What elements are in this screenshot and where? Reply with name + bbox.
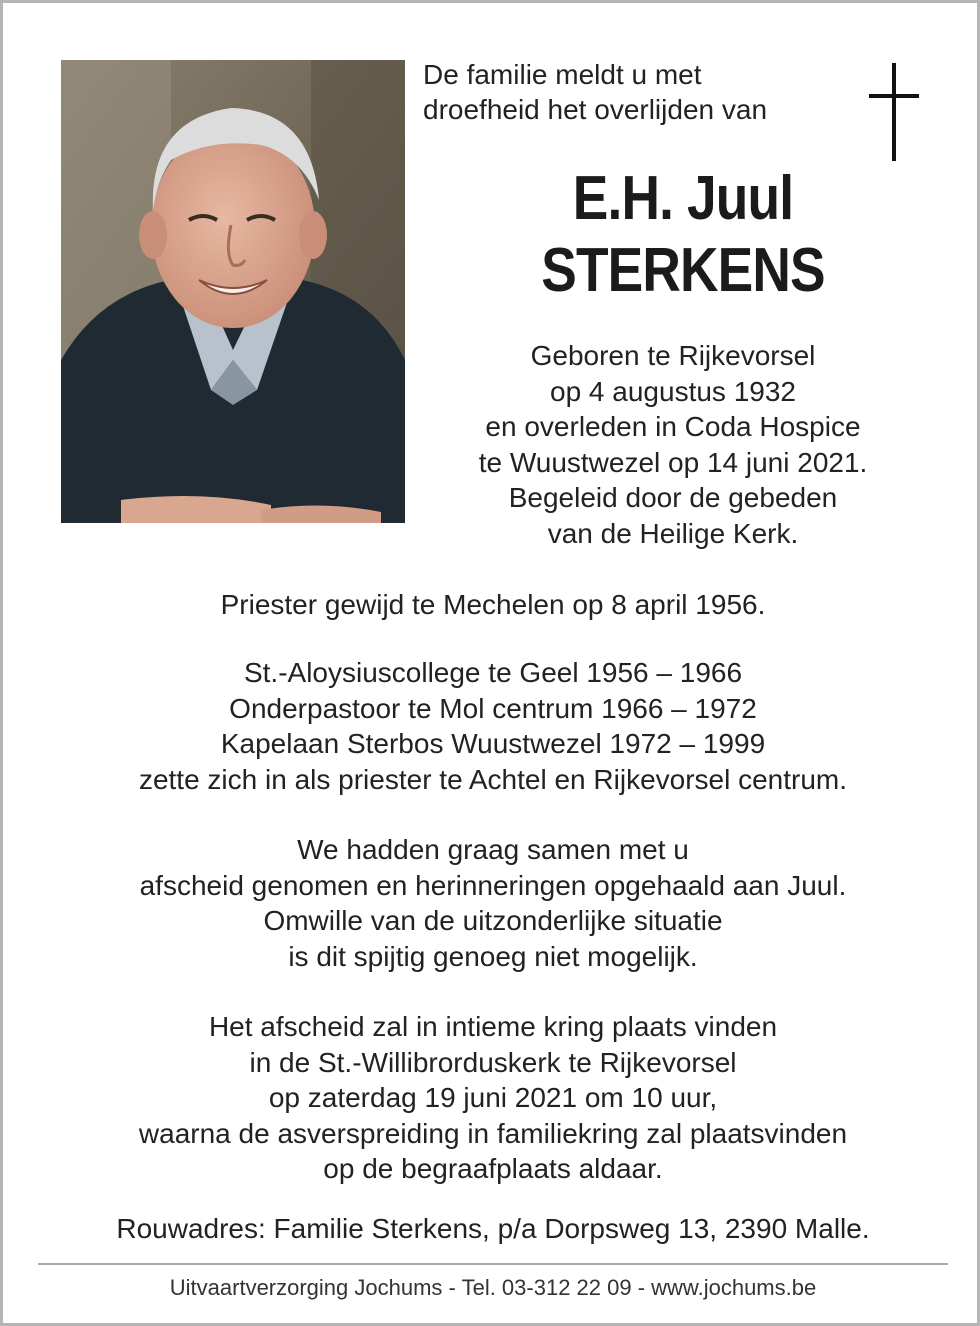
- career-list: [23, 655, 963, 797]
- career-item: zette zich in als priester te Achtel en Rijkevorsel centrum.: [138, 763, 848, 795]
- career-item: St.-Aloysiuscollege te Geel 1956 – 1966: [243, 657, 743, 688]
- farewell-line: is dit spijtig genoeg niet mogelijk.: [288, 940, 698, 972]
- farewell-line: afscheid genomen en herinneringen opgehaald aan Juul.: [139, 869, 847, 901]
- intro-text: [423, 57, 853, 127]
- intro-line: De familie meldt u met: [423, 59, 702, 90]
- career-item: Onderpastoor te Mol centrum 1966 – 1972: [229, 692, 757, 724]
- funeral-line: waarna de asverspreiding in familiekring zal plaatsvinden: [138, 1117, 848, 1149]
- name-title-line: E.H. Juul: [572, 164, 794, 233]
- farewell-line: Omwille van de uitzonderlijke situatie: [263, 905, 723, 936]
- footer-divider: [38, 1263, 948, 1265]
- career-item: Kapelaan Sterbos Wuustwezel 1972 – 1999: [220, 728, 766, 759]
- funeral-details: [23, 1009, 963, 1187]
- farewell-line: We hadden graag samen met u: [297, 834, 689, 865]
- funeral-line: op de begraafplaats aldaar.: [323, 1153, 663, 1184]
- address-line: Rouwadres: Familie Sterkens, p/a Dorpsweg 13, 2390 Malle.: [116, 1213, 870, 1244]
- detail-line: en overleden in Coda Hospice: [485, 411, 861, 442]
- mourning-address: [23, 1211, 963, 1247]
- farewell-message: [23, 832, 963, 974]
- portrait-photo: [61, 60, 405, 523]
- funeral-line: in de St.-Willibrorduskerk te Rijkevorsel: [249, 1046, 737, 1078]
- cross-icon: [865, 63, 925, 161]
- funeral-home-footer: Uitvaartverzorging Jochums - Tel. 03-312 22 09 - www.jochums.be: [169, 1275, 817, 1300]
- detail-line: te Wuustwezel op 14 juni 2021.: [478, 446, 868, 478]
- birth-death-details: [433, 338, 913, 551]
- name-surname-line: STERKENS: [541, 236, 825, 305]
- intro-line: droefheid het overlijden van: [423, 94, 768, 125]
- ordination-line: Priester gewijd te Mechelen op 8 april 1956.: [220, 589, 766, 620]
- portrait-illustration: [61, 60, 405, 523]
- funeral-line: Het afscheid zal in intieme kring plaats vinden: [208, 1011, 778, 1042]
- deceased-name: [511, 163, 855, 307]
- ordination-text: [23, 587, 963, 623]
- detail-line: Geboren te Rijkevorsel: [530, 340, 816, 371]
- detail-line: op 4 augustus 1932: [550, 375, 796, 407]
- detail-line: Begeleid door de gebeden: [508, 482, 838, 513]
- detail-line: van de Heilige Kerk.: [547, 517, 799, 549]
- funeral-line: op zaterdag 19 juni 2021 om 10 uur,: [268, 1082, 718, 1113]
